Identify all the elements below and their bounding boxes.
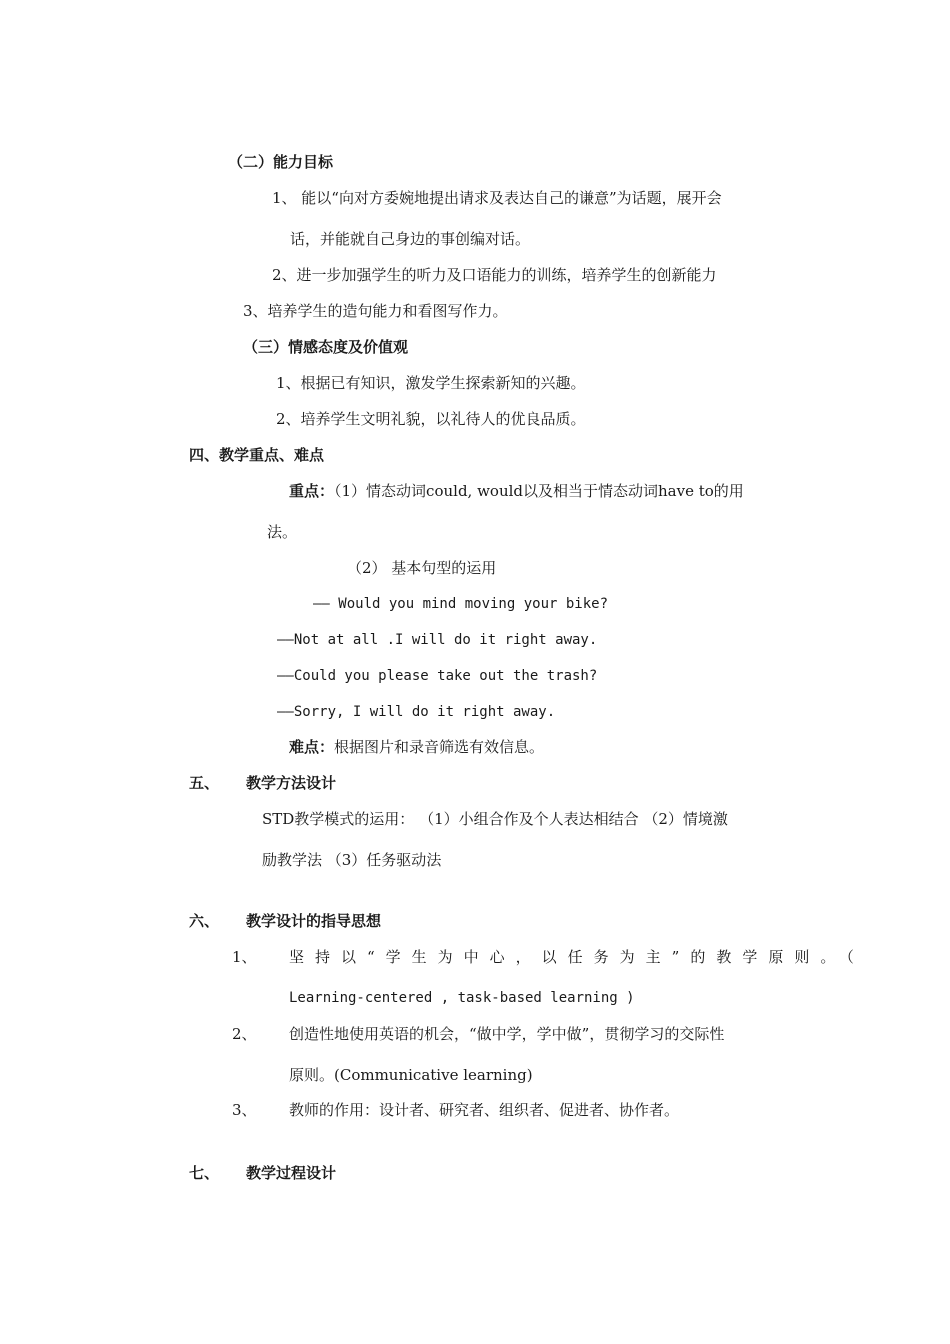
principle-2-english: 原则。(Communicative learning)	[289, 1066, 533, 1084]
principle-1-english: Learning-centered , task-based learning )	[289, 990, 635, 1006]
key-point-2: （2） 基本句型的运用	[347, 559, 497, 577]
emotion-item-1: 1、根据已有知识，激发学生探索新知的兴趣。	[276, 374, 586, 392]
dialogue-line: ——Sorry, I will do it right away.	[277, 704, 556, 720]
dialogue-line: ——Not at all .I will do it right away.	[277, 632, 598, 648]
principle-3-text: 教师的作用：设计者、研究者、组织者、促进者、协作者。	[289, 1101, 680, 1119]
key-point-label: 重点：	[289, 482, 335, 500]
emotion-heading: （三）情感态度及价值观	[243, 338, 409, 356]
principle-3-number: 3、	[232, 1101, 257, 1119]
section-5-title: 教学方法设计	[246, 774, 337, 792]
principle-2-text: 创造性地使用英语的机会，“做中学，学中做”，贯彻学习的交际性	[289, 1025, 725, 1043]
key-point-text: （1）情态动词could, would以及相当于情态动词have to的用	[334, 482, 744, 500]
section-7-number: 七、	[189, 1164, 220, 1182]
difficulty-label: 难点：	[289, 738, 335, 756]
ability-item-1-cont: 话，并能就自己身边的事创编对话。	[290, 230, 531, 248]
dialogue-line: —— Would you mind moving your bike?	[313, 596, 609, 612]
ability-item-2: 2、进一步加强学生的听力及口语能力的训练，培养学生的创新能力	[272, 266, 717, 284]
ability-item-3: 3、培养学生的造句能力和看图写作力。	[243, 302, 508, 320]
dialogue-line: ——Could you please take out the trash?	[277, 668, 598, 684]
ability-item-1: 1、 能以“向对方委婉地提出请求及表达自己的谦意”为话题，展开会	[272, 189, 722, 207]
section-6-title: 教学设计的指导思想	[246, 912, 382, 930]
emotion-item-2: 2、培养学生文明礼貌，以礼待人的优良品质。	[276, 410, 586, 428]
principle-2-number: 2、	[232, 1025, 257, 1043]
method-line-1: STD教学模式的运用： （1）小组合作及个人表达相结合 （2）情境激	[262, 810, 728, 828]
difficulty-text: 根据图片和录音筛选有效信息。	[334, 738, 545, 756]
section-7-title: 教学过程设计	[246, 1164, 337, 1182]
ability-heading: （二）能力目标	[228, 153, 334, 171]
key-point-cont: 法。	[267, 523, 298, 541]
principle-1-number: 1、	[232, 948, 257, 966]
section-4-heading: 四、教学重点、难点	[189, 446, 325, 464]
section-5-number: 五、	[189, 774, 220, 792]
section-6-number: 六、	[189, 912, 220, 930]
principle-1-text: 坚持以“学生为中心，以任务为主”的教学原则。（	[289, 948, 865, 966]
method-line-2: 励教学法 （3）任务驱动法	[262, 851, 442, 869]
key-point-line	[289, 481, 744, 501]
difficulty-line	[289, 737, 544, 757]
